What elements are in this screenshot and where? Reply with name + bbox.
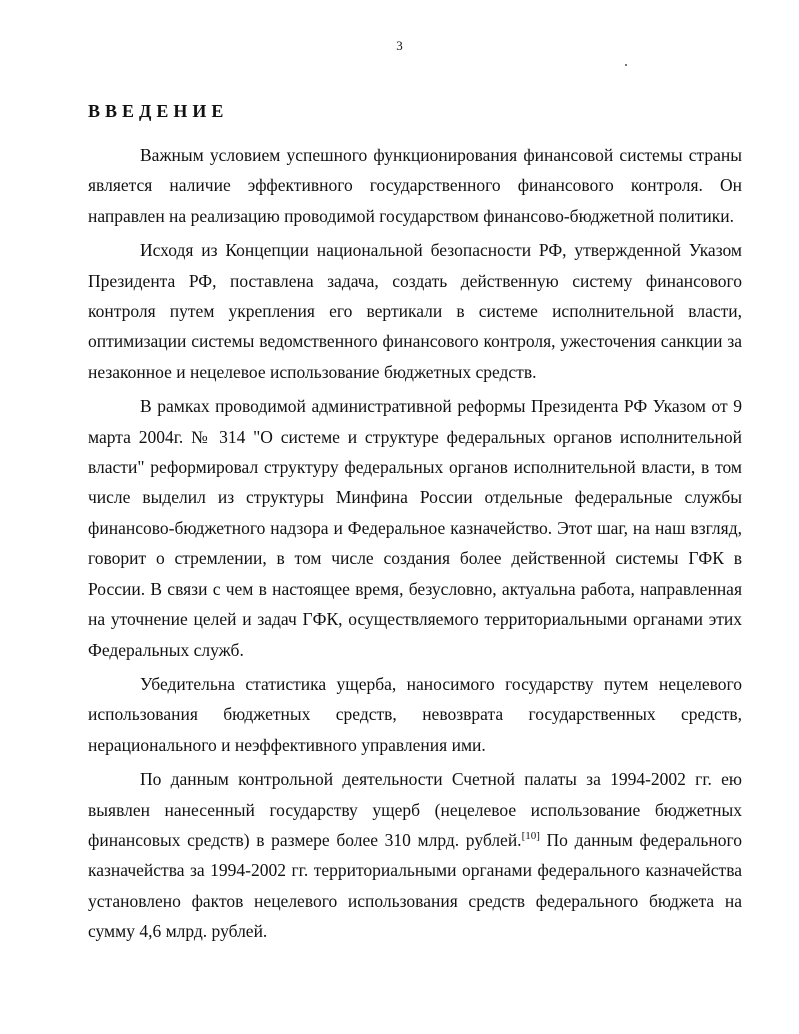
paragraph-5-continuation: По данным федерального казначейства за 1994-2002 гг. территориальными органами федерального казначейства установлено фактов нецелевого использования средств федерального бюджета на сумму 4,6 млрд. рублей.: [88, 829, 742, 942]
page-number: 3: [396, 38, 403, 53]
paragraph-5-text: По данным контрольной деятельности Счетной палаты за 1994-2002 гг. ею выявлен нанесенный государству ущерб (нецелевое использование бюджетных финансовых средств) в размере более 310 млрд. рублей.: [88, 769, 742, 850]
paragraph-4: Убедительна статистика ущерба, наносимого государству путем нецелевого использования бюджетных средств, невозврата государственных средств, нерационального и неэффективного управления ими.: [88, 673, 742, 755]
section-heading: ВВЕДЕНИЕ: [88, 101, 229, 121]
paragraph-2: Исходя из Концепции национальной безопасности РФ, утвержденной Указом Президента РФ, поставлена задача, создать действенную систему финансового контроля путем укрепления его вертикали в системе исполнительной власти, оптимизации системы ведомственного финансового контроля, ужесточения санкции за незаконное и нецелевое использование бюджетных средств.: [88, 240, 742, 382]
footnote-reference: [10]: [521, 830, 540, 843]
paragraph-5: [88, 764, 742, 946]
document-body: [88, 96, 742, 951]
scan-speck: [625, 64, 627, 66]
paragraph-3: В рамках проводимой административной реформы Президента РФ Указом от 9 марта 2004г. № 314 "О системе и структуре федеральных органов исполнительной власти" реформировал структуру федеральных органов исполнительной власти, в том числе выделил из структуры Минфина России отдельные федеральные службы финансово-бюджетного надзора и Федеральное казначейство. Этот шаг, на наш взгляд, говорит о стремлении, в том числе создания более действенной системы ГФК в России. В связи с чем в настоящее время, безусловно, актуальна работа, направленная на уточнение целей и задач ГФК, осуществляемого территориальными органами этих Федеральных служб.: [88, 396, 742, 660]
paragraph-1: Важным условием успешного функционирования финансовой системы страны является наличие эффективного государственного финансового контроля. Он направлен на реализацию проводимой государством финансово-бюджетной политики.: [88, 145, 742, 226]
